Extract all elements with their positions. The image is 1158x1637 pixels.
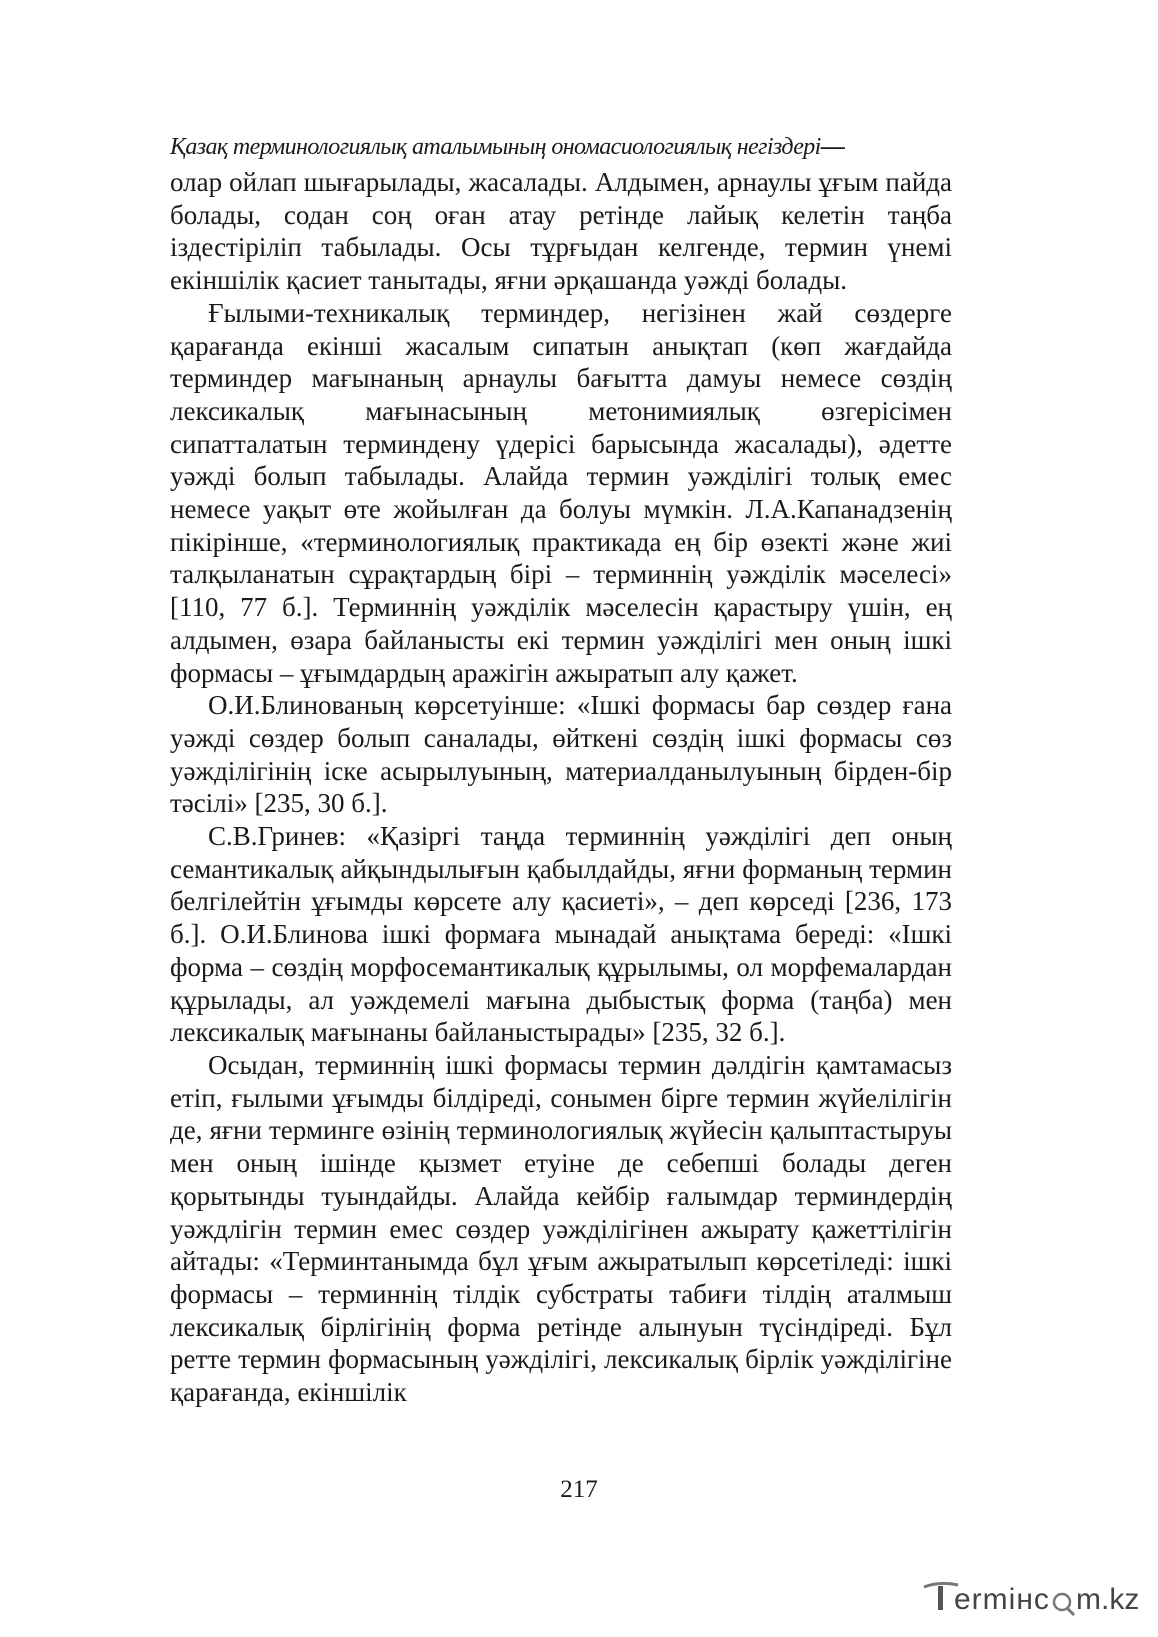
watermark-text-2: m.kz bbox=[1076, 1583, 1140, 1616]
body-text bbox=[170, 166, 952, 1409]
site-watermark-logo bbox=[920, 1577, 1140, 1621]
page-number: 217 bbox=[560, 1476, 598, 1503]
paragraph-2: Ғылыми-техникалық терминдер, негізінен жай сөздерге қарағанда екінші жасалым сипатын анықтап (көп жағдайда терминдер мағынаның арнаулы бағытта дамуы немесе сөздің лексикалық мағынасының метонимиялық өзгерісімен сипатталатын терминдену үдерісі барысында жасалады), әдетте уәжді болып табылады. Алайда термин уәжділігі толық емес немесе уақыт өте жойылған да болуы мүмкін. Л.А.Капанадзенің пікірінше, «терминологиялық практикада ең бір өзекті және жиі талқыланатын сұрақтардың бірі – терминнің уәжділік мәселесі» [110, 77 б.]. Терминнің уәжділік мәселесін қарастыру үшін, ең алдымен, өзара байланысты екі термин уәжділігі мен оның ішкі формасы – ұғымдардың аражігін ажыратып алу қажет. bbox=[170, 297, 952, 688]
paragraph-3: О.И.Блинованың көрсетуінше: «Ішкі формасы бар сөздер ғана уәжді сөздер болып саналады, өйткені сөздің ішкі формасы сөз уәжділігінің іске асырылуының, материалданылуының бірден-бір тәсілі» [235, 30 б.]. bbox=[170, 690, 952, 819]
running-header-dash: — bbox=[820, 134, 845, 160]
page-content bbox=[170, 130, 952, 1409]
paragraph-5: Осыдан, терминнің ішкі формасы термин дәлдігін қамтамасыз етіп, ғылыми ұғымды білдіреді, сонымен бірге термин жүйелілігін де, яғни терминге өзінің терминологиялық жүйесін қалыптастыруы мен оның ішінде қызмет етуіне де себепші болады деген қорытынды туындайды. Алайда кейбір ғалымдар терминдердің уәждлігін термин емес сөздер уәжділігінен ажырату қажеттілігін айтады: «Терминтанымда бұл ұғым ажыратылып көрсетіледі: ішкі формасы – терминнің тілдік субстраты табиғи тілдің аталмыш лексикалық бірлігінің форма ретінде алынуын түсіндіреді. Бұл ретте термин формасының уәжділігі, лексикалық бірлік уәжділігіне қарағанда, екіншілік bbox=[170, 1049, 952, 1408]
paragraph-1: олар ойлап шығарылады, жасалады. Алдымен, арнаулы ұғым пайда болады, содан соң оған атау ретінде лайық келетін таңба іздестіріліп табылады. Осы тұрғыдан келгенде, термин үнемі екіншілік қасиет танытады, яғни әрқашанда уәжді болады. bbox=[170, 167, 952, 296]
running-header bbox=[170, 130, 952, 166]
paragraph-4: С.В.Гринев: «Қазіргі таңда терминнің уәжділігі деп оның семантикалық айқындылығын қабылдайды, яғни форманың термин белгілейтін ұғымды көрсете алу қасиеті», – деп көрседі [236, 173 б.]. О.И.Блинова ішкі формаға мынадай анықтама береді: «Ішкі форма – сөздің морфосемантикалық құрылымы, ол морфемалардан құрылады, ал уәждемелі мағына дыбыстық форма (таңба) мен лексикалық мағынаны байланыстырады» [235, 32 б.]. bbox=[170, 821, 952, 1048]
running-header-title: Қазақ терминологиялық аталымының ономасиологиялық негіздері bbox=[170, 134, 821, 160]
watermark-text-1: ermінc bbox=[954, 1583, 1050, 1616]
